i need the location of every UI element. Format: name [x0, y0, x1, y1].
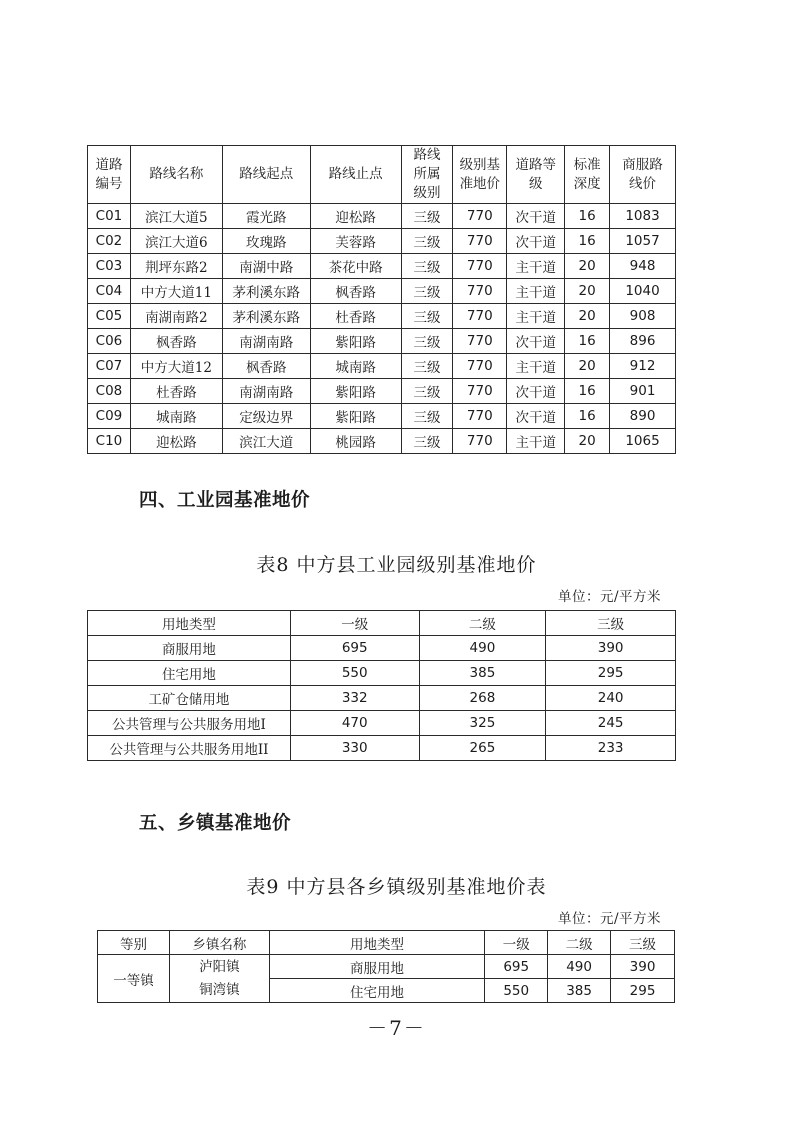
table-cell: 工矿仓储用地	[88, 686, 291, 711]
town-price-table	[97, 930, 675, 1003]
header-cell: 等别	[98, 931, 170, 955]
price-cell: 295	[611, 979, 675, 1003]
table-cell: 16	[565, 404, 610, 429]
table-cell: 695	[290, 636, 419, 661]
table-cell: 次干道	[507, 229, 565, 254]
table-cell: 玫瑰路	[222, 229, 310, 254]
table-row	[88, 686, 676, 711]
table-cell: 245	[546, 711, 676, 736]
price-cell: 490	[548, 955, 611, 979]
table-cell: 三级	[401, 379, 453, 404]
table-cell: 南湖南路2	[130, 304, 222, 329]
header-cell: 标准深度	[565, 146, 610, 204]
table-cell: 240	[546, 686, 676, 711]
header-cell: 路线名称	[130, 146, 222, 204]
table-cell: 1083	[610, 204, 676, 229]
table-cell: 滨江大道6	[130, 229, 222, 254]
table-cell: 茶花中路	[310, 254, 401, 279]
table-row	[88, 736, 676, 761]
table-cell: C01	[88, 204, 131, 229]
table-cell: C05	[88, 304, 131, 329]
header-cell: 乡镇名称	[169, 931, 269, 955]
industrial-park-price-table	[87, 610, 676, 761]
table-row	[88, 279, 676, 304]
table-cell: 枫香路	[130, 329, 222, 354]
table-cell: 公共管理与公共服务用地II	[88, 736, 291, 761]
table-cell: 迎松路	[130, 429, 222, 454]
table-cell: 16	[565, 229, 610, 254]
header-cell: 二级	[548, 931, 611, 955]
table-cell: 770	[453, 204, 507, 229]
table-cell: 主干道	[507, 304, 565, 329]
table-cell: 茅利溪东路	[222, 279, 310, 304]
table-cell: 332	[290, 686, 419, 711]
table-cell: 三级	[401, 404, 453, 429]
header-cell: 一级	[290, 611, 419, 636]
table-cell: C08	[88, 379, 131, 404]
table-cell: 20	[565, 279, 610, 304]
table-cell: C03	[88, 254, 131, 279]
table-cell: 三级	[401, 329, 453, 354]
table-cell: 三级	[401, 429, 453, 454]
table-cell: 主干道	[507, 354, 565, 379]
table-cell: 268	[419, 686, 546, 711]
price-cell: 695	[485, 955, 548, 979]
table-cell: 1040	[610, 279, 676, 304]
table-cell: 三级	[401, 279, 453, 304]
table-cell: 770	[453, 354, 507, 379]
table-cell: 中方大道11	[130, 279, 222, 304]
table-cell: 908	[610, 304, 676, 329]
header-cell: 用地类型	[269, 931, 485, 955]
header-cell: 商服路线价	[610, 146, 676, 204]
table-cell: 次干道	[507, 404, 565, 429]
table-cell: 定级边界	[222, 404, 310, 429]
page-number: －7－	[367, 1016, 426, 1040]
table-cell: 紫阳路	[310, 379, 401, 404]
table-cell: 霞光路	[222, 204, 310, 229]
table-cell: 城南路	[310, 354, 401, 379]
table-cell: 南湖南路	[222, 329, 310, 354]
table-cell: 20	[565, 254, 610, 279]
table-cell: 主干道	[507, 279, 565, 304]
table-row	[88, 379, 676, 404]
table-cell: 325	[419, 711, 546, 736]
table-row	[88, 354, 676, 379]
table-cell: 茅利溪东路	[222, 304, 310, 329]
table-cell: 三级	[401, 204, 453, 229]
table-row	[88, 304, 676, 329]
unit-label: 单位：元/平方米	[558, 911, 662, 927]
table-cell: 紫阳路	[310, 329, 401, 354]
price-cell: 550	[485, 979, 548, 1003]
header-cell: 一级	[485, 931, 548, 955]
table-cell: 桃园路	[310, 429, 401, 454]
table-cell: 770	[453, 429, 507, 454]
table-cell: 770	[453, 304, 507, 329]
table-row	[88, 636, 676, 661]
header-cell: 道路编号	[88, 146, 131, 204]
table-cell: 912	[610, 354, 676, 379]
table-cell: C02	[88, 229, 131, 254]
table-cell: C04	[88, 279, 131, 304]
table-row	[88, 229, 676, 254]
header-cell: 道路等级	[507, 146, 565, 204]
section-heading-industrial: 四、工业园基准地价	[139, 490, 311, 511]
header-cell: 路线所属级别	[401, 146, 453, 204]
table-cell: 三级	[401, 254, 453, 279]
price-cell: 385	[548, 979, 611, 1003]
table-cell: 770	[453, 329, 507, 354]
table-cell: 470	[290, 711, 419, 736]
table-cell: 次干道	[507, 379, 565, 404]
table-cell: 枫香路	[222, 354, 310, 379]
table-caption-8: 表8 中方县工业园级别基准地价	[256, 554, 537, 576]
town-grade-cell: 一等镇	[98, 955, 170, 1003]
table-cell: 16	[565, 329, 610, 354]
table-cell: 枫香路	[310, 279, 401, 304]
section-heading-towns: 五、乡镇基准地价	[139, 813, 292, 834]
table-cell: 896	[610, 329, 676, 354]
table-cell: 20	[565, 354, 610, 379]
table-cell: 330	[290, 736, 419, 761]
table-cell: 杜香路	[130, 379, 222, 404]
table-cell: 公共管理与公共服务用地Ⅰ	[88, 711, 291, 736]
table-cell: 948	[610, 254, 676, 279]
table-cell: 295	[546, 661, 676, 686]
table-cell: 890	[610, 404, 676, 429]
table-cell: 550	[290, 661, 419, 686]
table-cell: 1065	[610, 429, 676, 454]
table-cell: C06	[88, 329, 131, 354]
table-cell: 770	[453, 379, 507, 404]
table-cell: 三级	[401, 354, 453, 379]
table-cell: 901	[610, 379, 676, 404]
table-cell: 南湖南路	[222, 379, 310, 404]
table-cell: 主干道	[507, 429, 565, 454]
table-cell: 芙蓉路	[310, 229, 401, 254]
table-cell: 滨江大道	[222, 429, 310, 454]
table-row	[88, 661, 676, 686]
land-type-cell: 商服用地	[269, 955, 485, 979]
header-cell: 用地类型	[88, 611, 291, 636]
table-cell: 城南路	[130, 404, 222, 429]
table-row	[88, 404, 676, 429]
table-cell: C10	[88, 429, 131, 454]
table-cell: 主干道	[507, 254, 565, 279]
table-cell: 杜香路	[310, 304, 401, 329]
table-cell: 770	[453, 279, 507, 304]
table-cell: C07	[88, 354, 131, 379]
table-cell: 770	[453, 229, 507, 254]
table-cell: 770	[453, 404, 507, 429]
road-price-table	[87, 145, 676, 454]
table-cell: 住宅用地	[88, 661, 291, 686]
header-cell: 级别基准地价	[453, 146, 507, 204]
header-cell: 二级	[419, 611, 546, 636]
table-cell: 265	[419, 736, 546, 761]
table-cell: 三级	[401, 229, 453, 254]
table-cell: 荆坪东路2	[130, 254, 222, 279]
table-cell: 次干道	[507, 204, 565, 229]
header-cell: 路线起点	[222, 146, 310, 204]
header-cell: 路线止点	[310, 146, 401, 204]
town-name: 泸阳镇	[199, 958, 240, 975]
table-cell: 商服用地	[88, 636, 291, 661]
header-cell: 三级	[611, 931, 675, 955]
table-cell: 20	[565, 429, 610, 454]
table-cell: 490	[419, 636, 546, 661]
table-cell: 16	[565, 204, 610, 229]
table-cell: 16	[565, 379, 610, 404]
table-cell: 385	[419, 661, 546, 686]
table-row	[88, 204, 676, 229]
table-cell: 233	[546, 736, 676, 761]
table-cell: 南湖中路	[222, 254, 310, 279]
table-cell: 中方大道12	[130, 354, 222, 379]
table-cell: C09	[88, 404, 131, 429]
table-cell: 390	[546, 636, 676, 661]
table-cell: 次干道	[507, 329, 565, 354]
table-row	[88, 329, 676, 354]
table-row	[88, 254, 676, 279]
table-cell: 三级	[401, 304, 453, 329]
table-cell: 770	[453, 254, 507, 279]
table-row	[88, 429, 676, 454]
town-name: 铜湾镇	[199, 981, 240, 998]
table-row	[88, 711, 676, 736]
table-cell: 1057	[610, 229, 676, 254]
land-type-cell: 住宅用地	[269, 979, 485, 1003]
table-cell: 紫阳路	[310, 404, 401, 429]
table-cell: 20	[565, 304, 610, 329]
header-cell: 三级	[546, 611, 676, 636]
table-cell: 滨江大道5	[130, 204, 222, 229]
unit-label: 单位：元/平方米	[558, 589, 662, 605]
town-names-cell	[169, 955, 269, 1003]
table-cell: 迎松路	[310, 204, 401, 229]
table-caption-9: 表9 中方县各乡镇级别基准地价表	[246, 876, 547, 898]
price-cell: 390	[611, 955, 675, 979]
